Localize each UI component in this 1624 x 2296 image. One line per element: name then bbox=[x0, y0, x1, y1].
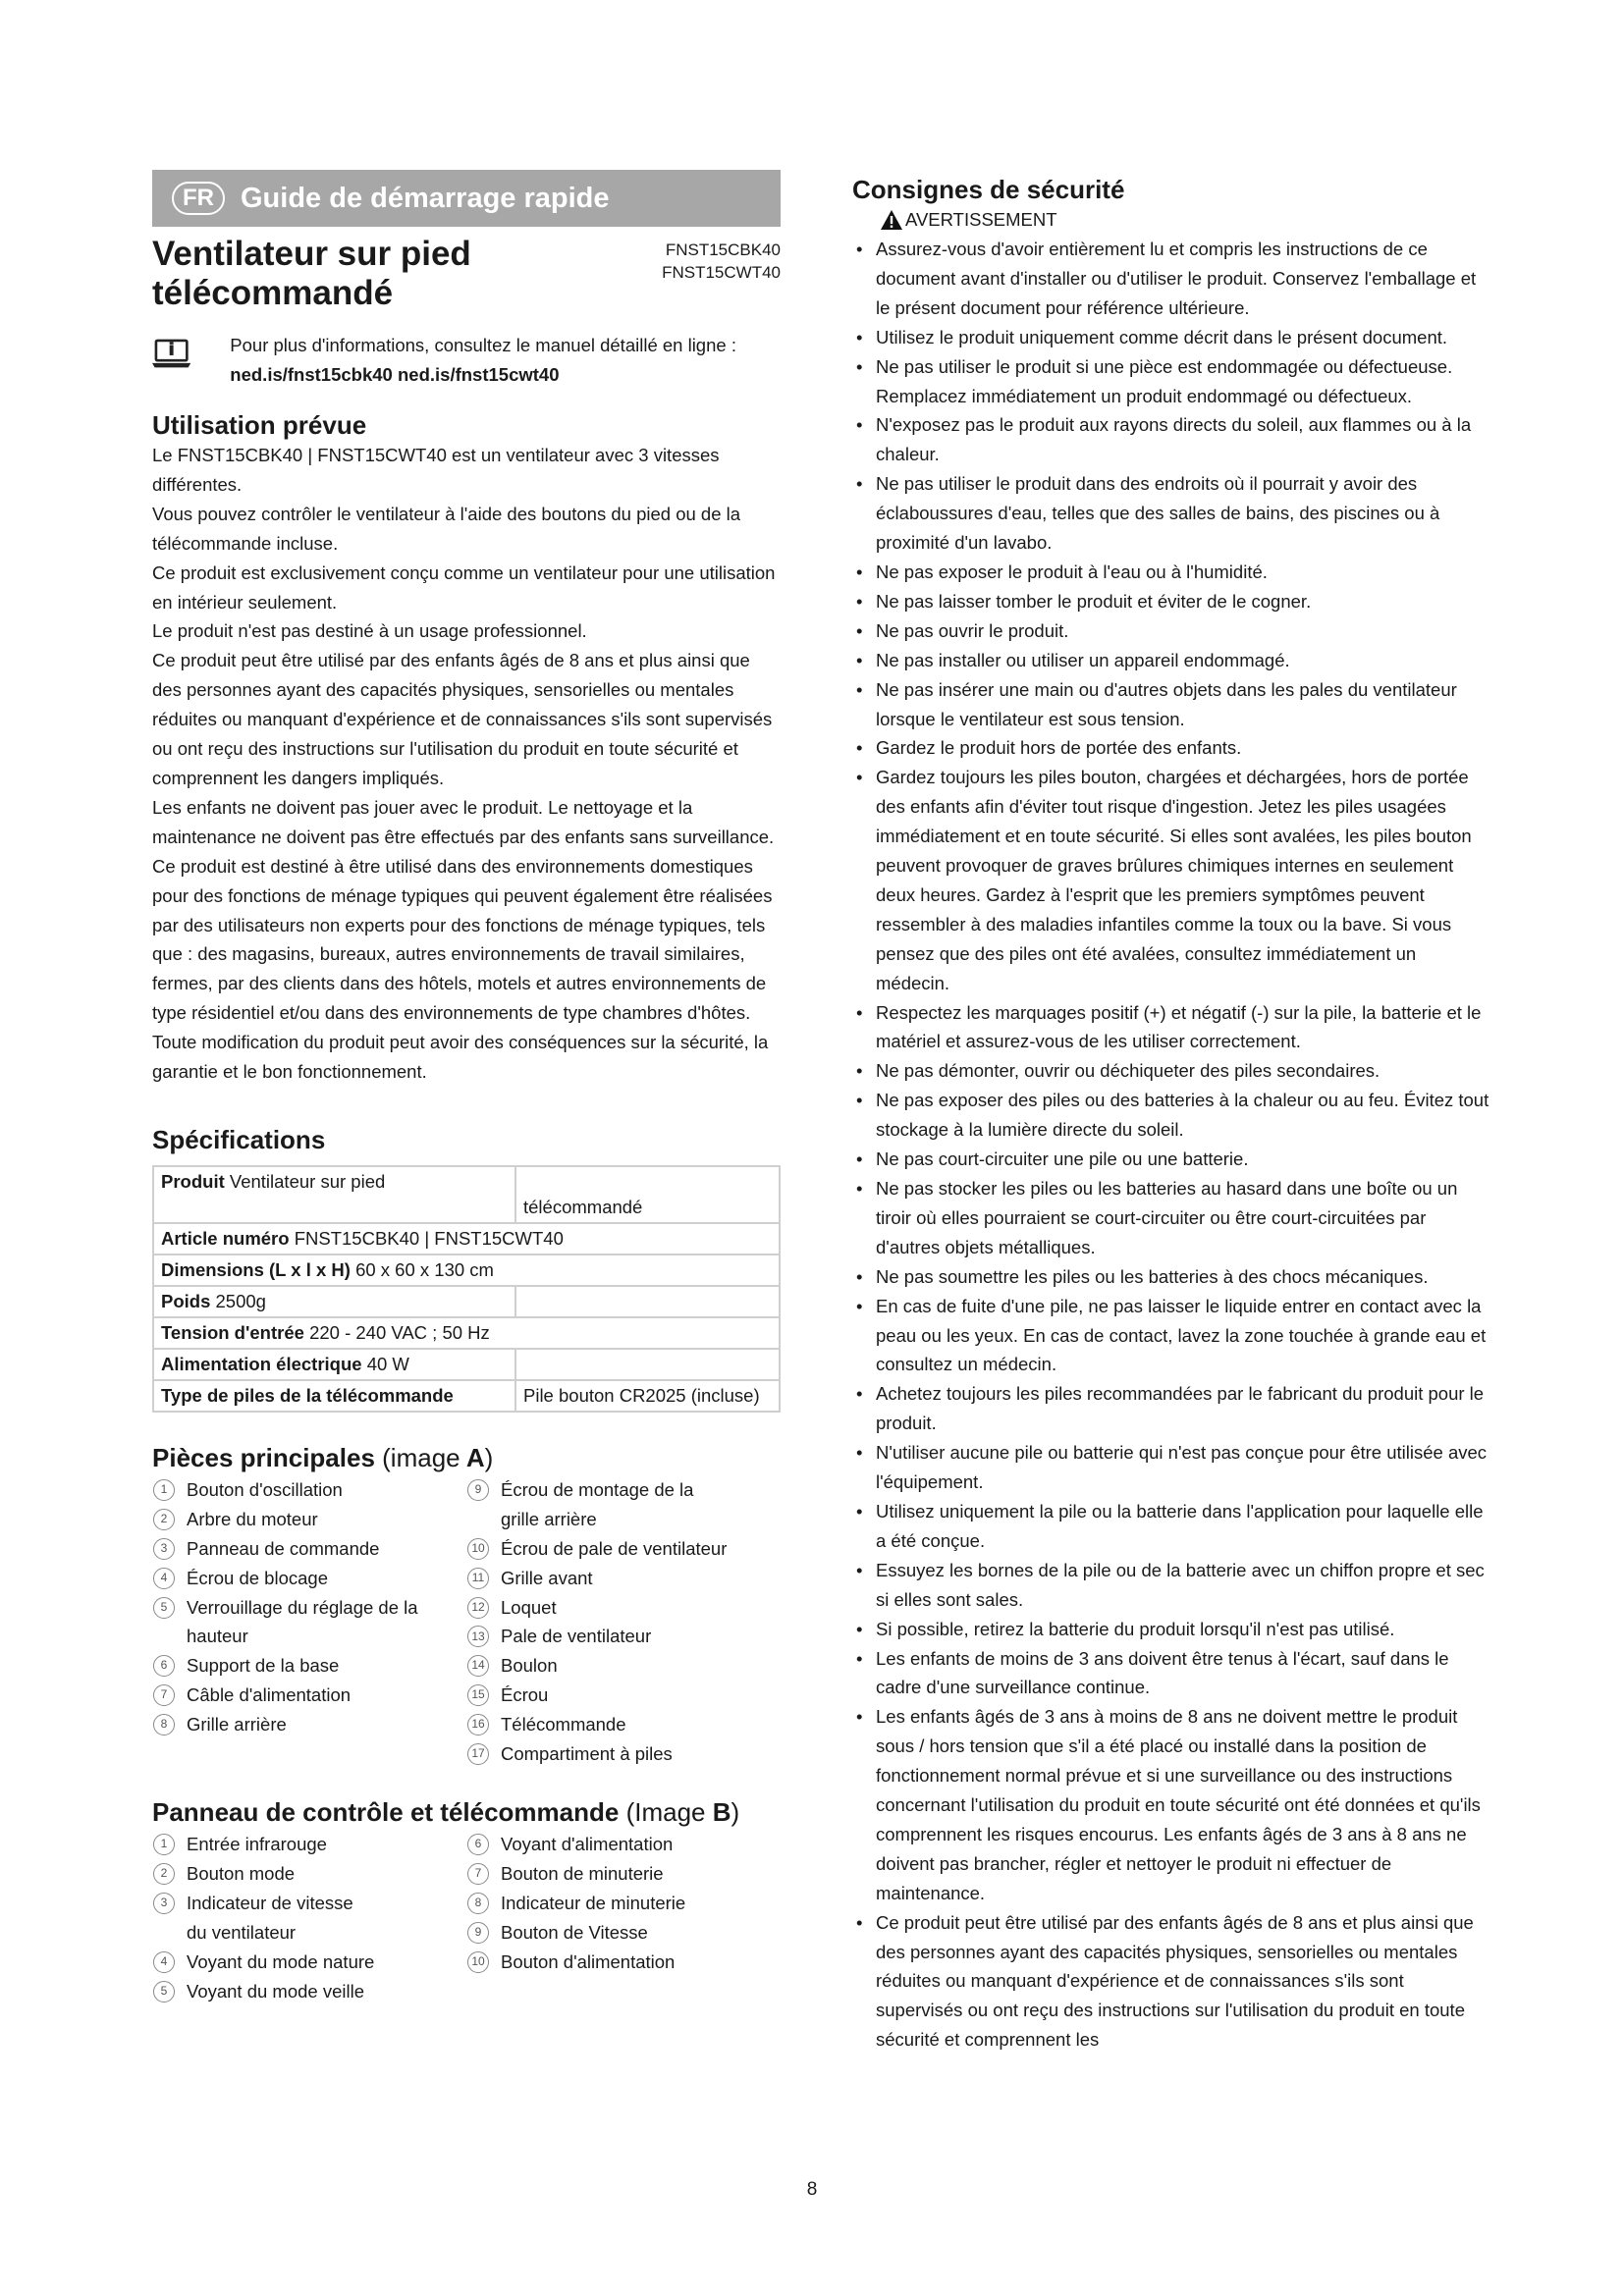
item-number: 14 bbox=[467, 1655, 489, 1677]
parts-heading bbox=[152, 1442, 781, 1473]
list-item: • Utilisez uniquement la pile ou la batterie dans l'application pour laquelle elle a été conçue. bbox=[852, 1497, 1490, 1556]
list-item: • Ne pas exposer le produit à l'eau ou à l'humidité. bbox=[852, 558, 1490, 587]
item-label: Voyant du mode nature bbox=[187, 1950, 375, 1972]
control-heading bbox=[152, 1796, 781, 1828]
item-label: Bouton de minuterie bbox=[501, 1862, 664, 1884]
control-list bbox=[152, 1830, 781, 2005]
item-number: 17 bbox=[467, 1743, 489, 1765]
spec-cell bbox=[153, 1223, 780, 1255]
table-row bbox=[153, 1380, 780, 1412]
item-label: Écrou de blocage bbox=[187, 1567, 328, 1588]
item-number: 13 bbox=[467, 1626, 489, 1647]
item-label: Indicateur de minuterie bbox=[501, 1892, 686, 1913]
item-label: Bouton d'oscillation bbox=[187, 1478, 343, 1500]
item-number: 6 bbox=[153, 1655, 175, 1677]
spec-label: Type de piles de la télécommande bbox=[161, 1384, 454, 1406]
control-col-left bbox=[152, 1830, 466, 2005]
usage-section bbox=[152, 409, 781, 1087]
list-item bbox=[152, 1948, 466, 1977]
specs-table bbox=[152, 1165, 781, 1413]
parts-col-left bbox=[152, 1475, 466, 1769]
list-item: • Ne pas soumettre les piles ou les batteries à des chocs mécaniques. bbox=[852, 1262, 1490, 1292]
spec-value: 60 x 60 x 130 cm bbox=[355, 1258, 494, 1280]
control-image-letter: B bbox=[712, 1797, 731, 1827]
spec-value: 2500g bbox=[215, 1290, 266, 1311]
left-column bbox=[152, 170, 781, 2005]
item-number: 10 bbox=[467, 1538, 489, 1560]
list-item bbox=[152, 1889, 466, 1948]
list-item bbox=[152, 1977, 466, 2006]
info-description: Pour plus d'informations, consultez le manuel détaillé en ligne : bbox=[230, 335, 736, 355]
usage-paragraph: Le produit n'est pas destiné à un usage professionnel. bbox=[152, 620, 587, 642]
parts-title-close: ) bbox=[484, 1442, 494, 1472]
control-title-close: ) bbox=[731, 1797, 740, 1827]
language-badge: FR bbox=[172, 182, 225, 215]
list-item bbox=[466, 1830, 781, 1859]
table-row bbox=[153, 1223, 780, 1255]
guide-banner bbox=[152, 170, 781, 227]
specs-section bbox=[152, 1124, 781, 1413]
item-number: 2 bbox=[153, 1509, 175, 1530]
control-col-right bbox=[466, 1830, 781, 2005]
item-label: Télécommande bbox=[501, 1714, 626, 1735]
usage-heading: Utilisation prévue bbox=[152, 410, 367, 440]
spec-cell bbox=[515, 1166, 780, 1223]
list-item: • Ne pas exposer des piles ou des batteries à la chaleur ou au feu. Évitez tout stockage à la lumière directe du soleil. bbox=[852, 1086, 1490, 1145]
banner-title: Guide de démarrage rapide bbox=[241, 182, 610, 214]
list-item: • Ne pas insérer une main ou d'autres objets dans les pales du ventilateur lorsque le ventilateur est sous tension. bbox=[852, 675, 1490, 734]
info-links: ned.is/fnst15cbk40 ned.is/fnst15cwt40 bbox=[230, 364, 560, 385]
list-item: • Respectez les marquages positif (+) et négatif (-) sur la pile, la batterie et le matériel et assurez-vous de les utiliser correctement. bbox=[852, 998, 1490, 1057]
item-number: 5 bbox=[153, 1981, 175, 2002]
item-number: 8 bbox=[467, 1893, 489, 1914]
list-item: • Utilisez le produit uniquement comme décrit dans le présent document. bbox=[852, 323, 1490, 352]
spec-cell bbox=[153, 1349, 515, 1380]
parts-col-right bbox=[466, 1475, 781, 1769]
parts-title: Pièces principales bbox=[152, 1442, 375, 1472]
item-number: 10 bbox=[467, 1951, 489, 1973]
spec-cell bbox=[515, 1286, 780, 1317]
item-label: Grille arrière bbox=[187, 1714, 287, 1735]
item-number: 9 bbox=[467, 1479, 489, 1501]
list-item: • Ne pas démonter, ouvrir ou déchiqueter des piles secondaires. bbox=[852, 1056, 1490, 1086]
list-item: • En cas de fuite d'une pile, ne pas laisser le liquide entrer en contact avec la peau ou les yeux. En cas de contact, lavez la zone touchée à grande eau et consultez un médecin. bbox=[852, 1292, 1490, 1380]
warning-label: AVERTISSEMENT bbox=[905, 209, 1057, 230]
item-number: 9 bbox=[467, 1922, 489, 1944]
item-label: Voyant d'alimentation bbox=[501, 1834, 674, 1854]
title-row bbox=[152, 235, 781, 313]
spec-label: Produit bbox=[161, 1170, 225, 1192]
spec-cell bbox=[515, 1349, 780, 1380]
item-number: 6 bbox=[467, 1834, 489, 1855]
list-item: • N'utiliser aucune pile ou batterie qui n'est pas conçue pour être utilisée avec l'équipement. bbox=[852, 1438, 1490, 1497]
usage-paragraph: Ce produit est destiné à être utilisé dans des environnements domestiques pour des fonctions de ménage typiques qui peuvent également être réalisées par des utilisateurs non experts pour des fonctions de ménage typiques, tels que : des magasins, bureaux, autres environnements de travail similaires, fermes, par des clients dans des hôtels, motels et autres environnements de type résidentiel et/ou dans des environnements de type chambres d'hôtes. bbox=[152, 855, 773, 1024]
item-label: Entrée infrarouge bbox=[187, 1834, 327, 1854]
item-label: Support de la base bbox=[187, 1655, 340, 1677]
item-number: 7 bbox=[153, 1684, 175, 1706]
table-row bbox=[153, 1317, 780, 1349]
list-item: • Ne pas installer ou utiliser un appareil endommagé. bbox=[852, 646, 1490, 675]
item-number: 7 bbox=[467, 1863, 489, 1885]
list-item bbox=[152, 1564, 466, 1593]
parts-section bbox=[152, 1442, 781, 1769]
item-label: Pale de ventilateur bbox=[501, 1626, 652, 1647]
warning-triangle-icon bbox=[880, 209, 903, 231]
safety-list bbox=[852, 235, 1490, 2055]
item-label: Écrou de montage de la grille arrière bbox=[501, 1478, 694, 1529]
list-item bbox=[466, 1681, 781, 1710]
list-item: • Ne pas utiliser le produit dans des endroits où il pourrait y avoir des éclaboussures d'eau, telles que des salles de bains, des piscines ou à proximité d'un lavabo. bbox=[852, 469, 1490, 558]
list-item bbox=[466, 1859, 781, 1889]
list-item bbox=[466, 1622, 781, 1651]
list-item bbox=[466, 1475, 781, 1534]
list-item bbox=[152, 1859, 466, 1889]
item-label: Bouton d'alimentation bbox=[501, 1950, 676, 1972]
list-item bbox=[466, 1651, 781, 1681]
item-label: Câble d'alimentation bbox=[187, 1684, 352, 1706]
spec-value: FNST15CBK40 | FNST15CWT40 bbox=[294, 1227, 564, 1249]
spec-value: télécommandé bbox=[523, 1196, 643, 1217]
spec-label: Tension d'entrée bbox=[161, 1321, 304, 1343]
item-label: Voyant du mode veille bbox=[187, 1980, 365, 2002]
item-label: Boulon bbox=[501, 1655, 558, 1677]
warning-row bbox=[880, 207, 1490, 233]
list-item bbox=[152, 1505, 466, 1534]
control-title-suffix: (Image bbox=[625, 1797, 706, 1827]
list-item bbox=[466, 1739, 781, 1769]
list-item bbox=[466, 1948, 781, 1977]
list-item: • Ne pas laisser tomber le produit et éviter de le cogner. bbox=[852, 587, 1490, 616]
list-item: • Ne pas ouvrir le produit. bbox=[852, 616, 1490, 646]
spec-label: Dimensions (L x l x H) bbox=[161, 1258, 351, 1280]
list-item bbox=[152, 1651, 466, 1681]
item-label: Panneau de commande bbox=[187, 1537, 380, 1559]
item-number: 5 bbox=[153, 1597, 175, 1619]
list-item bbox=[152, 1475, 466, 1505]
list-item: • Ne pas stocker les piles ou les batteries au hasard dans une boîte ou un tiroir où elles pourraient se court-circuiter ou être court-circuitées par d'autres objets métalliques. bbox=[852, 1174, 1490, 1262]
spec-cell bbox=[153, 1166, 515, 1223]
model-number: FNST15CWT40 bbox=[662, 263, 781, 282]
item-number: 4 bbox=[153, 1951, 175, 1973]
item-number: 16 bbox=[467, 1714, 489, 1735]
spec-value: 220 - 240 VAC ; 50 Hz bbox=[309, 1321, 490, 1343]
usage-paragraph: Ce produit peut être utilisé par des enfants âgés de 8 ans et plus ainsi que des personnes ayant des capacités physiques, sensorielles ou mentales réduites ou manquant d'expérience et de connaissances s'ils sont supervisés ou ont reçu des instructions sur l'utilisation du produit en toute sécurité et comprennent les dangers impliqués. bbox=[152, 650, 773, 788]
table-row bbox=[153, 1349, 780, 1380]
control-title: Panneau de contrôle et télécommande bbox=[152, 1797, 620, 1827]
list-item: • Si possible, retirez la batterie du produit lorsqu'il n'est pas utilisé. bbox=[852, 1615, 1490, 1644]
right-column bbox=[852, 170, 1490, 2055]
item-label: Loquet bbox=[501, 1596, 557, 1618]
list-item: • Les enfants âgés de 3 ans à moins de 8 ans ne doivent mettre le produit sous / hors tension que s'il a été placé ou installé dans la position de fonctionnement normal prévue et si une surveillance ou des instructions concernant l'utilisation du produit en toute sécurité ont été données et qu'ils comprennent les risques encourus. Les enfants âgés de 3 ans à 8 ans ne doivent pas brancher, régler et nettoyer le produit ni effectuer de maintenance. bbox=[852, 1702, 1490, 1907]
page-title: Ventilateur sur pied télécommandé bbox=[152, 235, 471, 312]
list-item bbox=[466, 1918, 781, 1948]
list-item: • Les enfants de moins de 3 ans doivent être tenus à l'écart, sauf dans le cadre d'une surveillance continue. bbox=[852, 1644, 1490, 1703]
table-row bbox=[153, 1255, 780, 1286]
item-number: 2 bbox=[153, 1863, 175, 1885]
spec-cell bbox=[153, 1380, 515, 1412]
list-item bbox=[466, 1710, 781, 1739]
usage-paragraph: Le FNST15CBK40 | FNST15CWT40 est un ventilateur avec 3 vitesses différentes. bbox=[152, 445, 720, 495]
list-item bbox=[152, 1710, 466, 1739]
table-row bbox=[153, 1286, 780, 1317]
item-number: 12 bbox=[467, 1597, 489, 1619]
item-label: Indicateur de vitesse du ventilateur bbox=[187, 1892, 353, 1943]
spec-value: 40 W bbox=[366, 1353, 409, 1374]
item-number: 3 bbox=[153, 1893, 175, 1914]
item-number: 8 bbox=[153, 1714, 175, 1735]
item-label: Grille avant bbox=[501, 1567, 593, 1588]
usage-paragraph: Toute modification du produit peut avoir des conséquences sur la sécurité, la garantie et le bon fonctionnement. bbox=[152, 1032, 769, 1083]
spec-cell bbox=[153, 1255, 780, 1286]
usage-paragraph: Vous pouvez contrôler le ventilateur à l'aide des boutons du pied ou de la télécommande incluse. bbox=[152, 503, 741, 554]
parts-title-suffix: (image bbox=[382, 1442, 460, 1472]
list-item: • Gardez le produit hors de portée des enfants. bbox=[852, 733, 1490, 763]
spec-label: Alimentation électrique bbox=[161, 1353, 362, 1374]
list-item bbox=[466, 1593, 781, 1623]
list-item bbox=[152, 1534, 466, 1564]
list-item bbox=[152, 1593, 466, 1652]
list-item: • Assurez-vous d'avoir entièrement lu et compris les instructions de ce document avant d'installer ou d'utiliser le produit. Conservez l'emballage et le présent document pour référence ultérieure. bbox=[852, 235, 1490, 323]
list-item bbox=[466, 1534, 781, 1564]
list-item bbox=[466, 1564, 781, 1593]
model-numbers bbox=[662, 235, 781, 313]
model-number: FNST15CBK40 bbox=[665, 240, 781, 259]
parts-list bbox=[152, 1475, 781, 1769]
item-number: 1 bbox=[153, 1834, 175, 1855]
usage-paragraph: Ce produit est exclusivement conçu comme un ventilateur pour une utilisation en intérieur seulement. bbox=[152, 561, 776, 613]
list-item bbox=[466, 1889, 781, 1918]
control-section bbox=[152, 1796, 781, 2005]
list-item: • Achetez toujours les piles recommandées par le fabricant du produit pour le produit. bbox=[852, 1379, 1490, 1438]
laptop-info-icon bbox=[152, 331, 190, 376]
item-number: 4 bbox=[153, 1568, 175, 1589]
list-item bbox=[152, 1681, 466, 1710]
info-text bbox=[230, 331, 781, 390]
item-number: 1 bbox=[153, 1479, 175, 1501]
item-label: Compartiment à piles bbox=[501, 1743, 673, 1765]
list-item: • Ce produit peut être utilisé par des enfants âgés de 8 ans et plus ainsi que des personnes ayant des capacités physiques, sensorielles ou mentales réduites ou manquant d'expérience et de connaissances s'ils sont supervisés ou ont reçu des instructions sur l'utilisation du produit en toute sécurité et comprennent les bbox=[852, 1908, 1490, 2056]
usage-paragraph: Les enfants ne doivent pas jouer avec le produit. Le nettoyage et la maintenance ne doivent pas être effectués par des enfants sans surveillance. bbox=[152, 796, 775, 847]
item-label: Écrou de pale de ventilateur bbox=[501, 1537, 728, 1559]
item-label: Arbre du moteur bbox=[187, 1508, 318, 1529]
list-item: • Gardez toujours les piles bouton, chargées et déchargées, hors de portée des enfants afin d'éviter tout risque d'ingestion. Jetez les piles usagées immédiatement et en toute sécurité. Si elles sont avalées, les piles bouton peuvent provoquer de graves brûlures chimiques internes en seulement deux heures. Gardez à l'esprit que les premiers symptômes peuvent ressembler à des maladies infantiles comme la toux ou la bave. Si vous pensez que des piles ont été avalées, consultez immédiatement un médecin. bbox=[852, 763, 1490, 997]
item-number: 3 bbox=[153, 1538, 175, 1560]
item-label: Verrouillage du réglage de la hauteur bbox=[187, 1596, 418, 1647]
spec-label: Poids bbox=[161, 1290, 211, 1311]
list-item: • Ne pas court-circuiter une pile ou une batterie. bbox=[852, 1145, 1490, 1174]
spec-value: Ventilateur sur pied bbox=[229, 1170, 386, 1192]
item-label: Bouton mode bbox=[187, 1862, 296, 1884]
spec-value: Pile bouton CR2025 (incluse) bbox=[523, 1384, 760, 1406]
parts-image-letter: A bbox=[465, 1442, 485, 1472]
spec-label: Article numéro bbox=[161, 1227, 290, 1249]
spec-cell bbox=[515, 1380, 780, 1412]
page-number: 8 bbox=[806, 2179, 818, 2200]
item-number: 11 bbox=[467, 1568, 489, 1589]
specs-heading: Spécifications bbox=[152, 1124, 326, 1154]
item-label: Bouton de Vitesse bbox=[501, 1921, 648, 1943]
list-item: • Essuyez les bornes de la pile ou de la batterie avec un chiffon propre et sec si elles sont sales. bbox=[852, 1556, 1490, 1615]
list-item bbox=[152, 1830, 466, 1859]
item-label: Écrou bbox=[501, 1684, 549, 1706]
list-item: • N'exposez pas le produit aux rayons directs du soleil, aux flammes ou à la chaleur. bbox=[852, 410, 1490, 469]
table-row bbox=[153, 1166, 780, 1223]
list-item: • Ne pas utiliser le produit si une pièce est endommagée ou défectueuse. Remplacez immédiatement un produit endommagé ou défectueux. bbox=[852, 352, 1490, 411]
safety-heading: Consignes de sécurité bbox=[852, 175, 1125, 204]
item-number: 15 bbox=[467, 1684, 489, 1706]
spec-cell bbox=[153, 1317, 780, 1349]
spec-cell bbox=[153, 1286, 515, 1317]
info-row bbox=[152, 331, 781, 390]
